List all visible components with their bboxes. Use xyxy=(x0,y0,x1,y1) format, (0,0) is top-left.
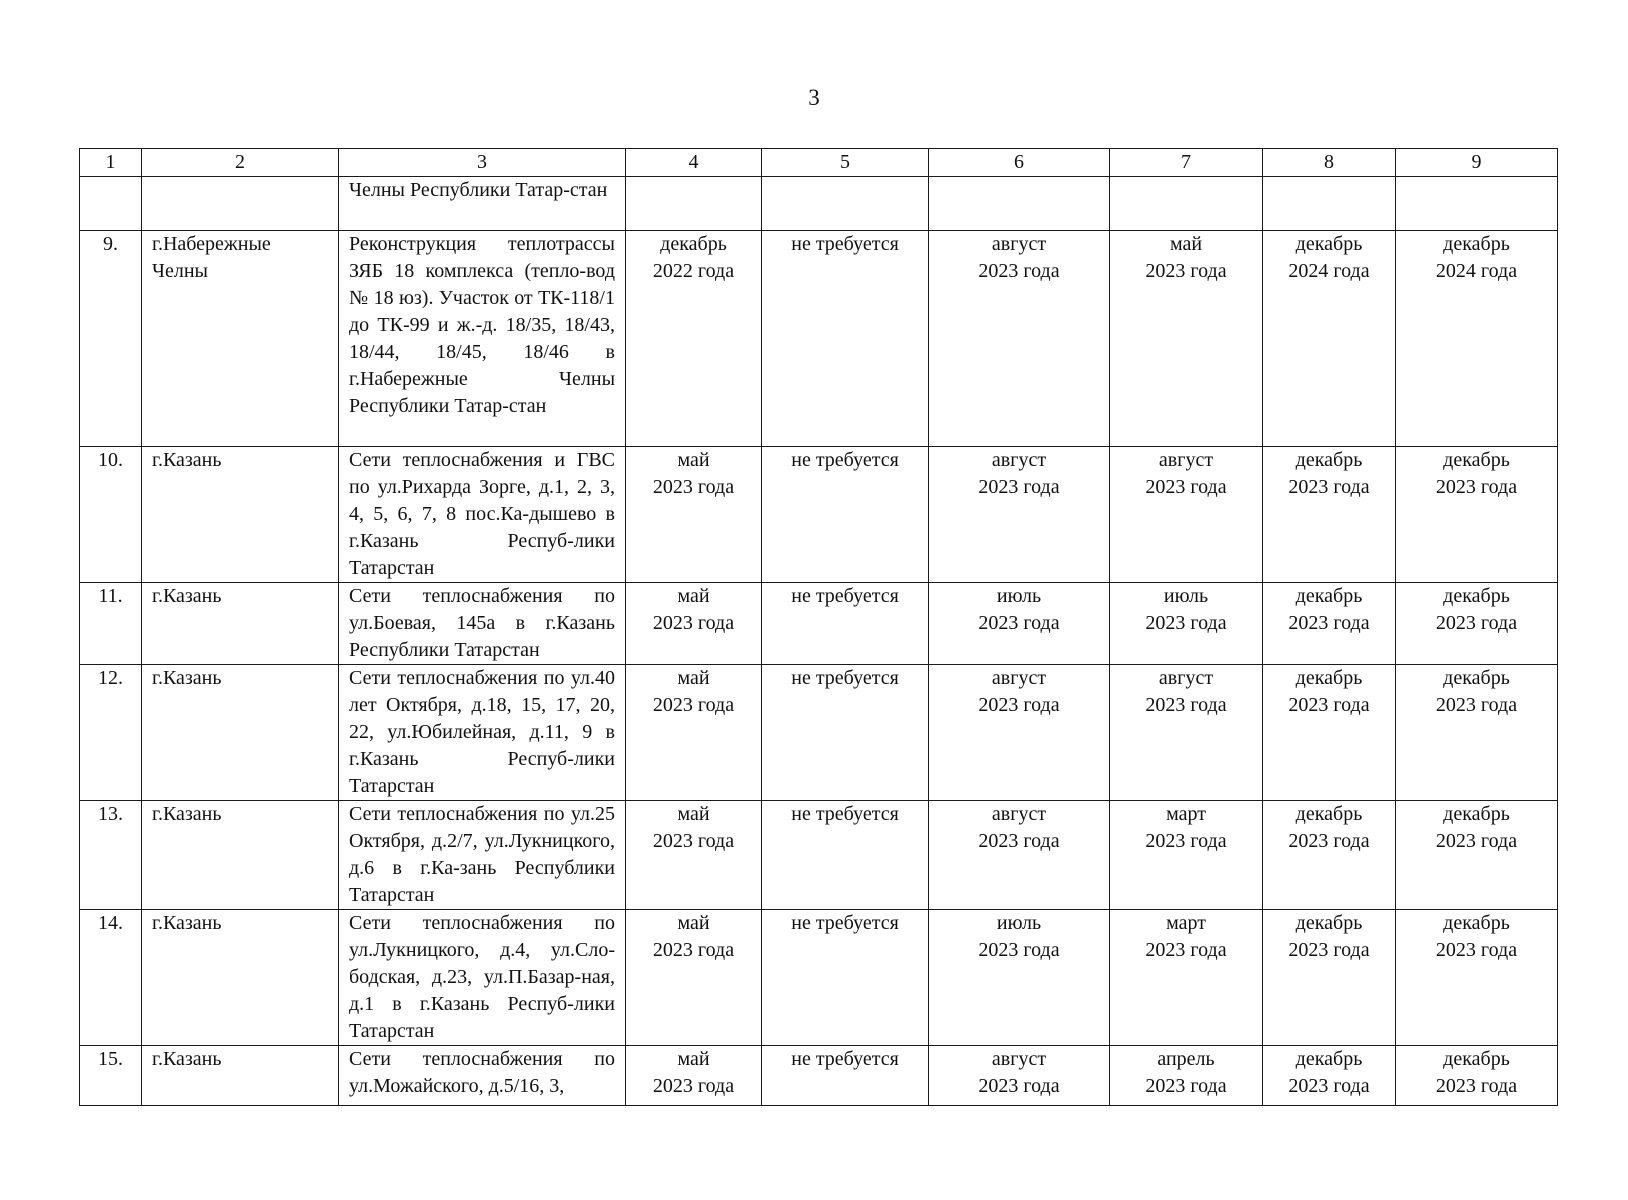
column-header: 2 xyxy=(142,149,339,177)
table-row xyxy=(80,583,1558,665)
row-date-8: декабрь 2023 года xyxy=(1263,665,1396,801)
row-date-6: август 2023 года xyxy=(929,447,1110,583)
row-design-date: май 2023 года xyxy=(626,447,762,583)
row-expertise: не требуется xyxy=(762,583,929,665)
row-date-8: декабрь 2023 года xyxy=(1263,1046,1396,1106)
row-date-6 xyxy=(929,177,1110,231)
row-object: Челны Республики Татар-стан xyxy=(339,177,626,231)
row-date-9: декабрь 2023 года xyxy=(1396,1046,1558,1106)
column-header: 6 xyxy=(929,149,1110,177)
row-city: г.Казань xyxy=(142,801,339,910)
column-header: 7 xyxy=(1110,149,1263,177)
row-date-7: март 2023 года xyxy=(1110,910,1263,1046)
row-date-6: август 2023 года xyxy=(929,1046,1110,1106)
row-expertise: не требуется xyxy=(762,447,929,583)
row-date-7: март 2023 года xyxy=(1110,801,1263,910)
row-object: Реконструкция теплотрассы ЗЯБ 18 комплекса (тепло-вод № 18 юз). Участок от ТК-118/1 до ТК-99 и ж.-д. 18/35, 18/43, 18/44, 18/45, 18/46 в г.Набережные Челны Республики Татар-стан xyxy=(339,231,626,447)
table-row xyxy=(80,1046,1558,1106)
row-number: 12. xyxy=(80,665,142,801)
row-date-6: август 2023 года xyxy=(929,665,1110,801)
row-date-8: декабрь 2024 года xyxy=(1263,231,1396,447)
row-design-date: май 2023 года xyxy=(626,665,762,801)
table-row xyxy=(80,665,1558,801)
row-design-date: май 2023 года xyxy=(626,910,762,1046)
row-object: Сети теплоснабжения по ул.Боевая, 145а в г.Казань Республики Татарстан xyxy=(339,583,626,665)
row-date-7: май 2023 года xyxy=(1110,231,1263,447)
row-date-9: декабрь 2023 года xyxy=(1396,910,1558,1046)
table-row xyxy=(80,447,1558,583)
table-row xyxy=(80,231,1558,447)
row-date-7: август 2023 года xyxy=(1110,665,1263,801)
row-number: 14. xyxy=(80,910,142,1046)
row-object: Сети теплоснабжения и ГВС по ул.Рихарда Зорге, д.1, 2, 3, 4, 5, 6, 7, 8 пос.Ка-дышево в г.Казань Респуб-лики Татарстан xyxy=(339,447,626,583)
row-expertise: не требуется xyxy=(762,910,929,1046)
row-number: 13. xyxy=(80,801,142,910)
row-date-6: июль 2023 года xyxy=(929,583,1110,665)
row-number: 9. xyxy=(80,231,142,447)
table-header-row xyxy=(80,149,1558,177)
row-design-date: декабрь 2022 года xyxy=(626,231,762,447)
row-city: г.Казань xyxy=(142,1046,339,1106)
row-date-7: июль 2023 года xyxy=(1110,583,1263,665)
column-header: 3 xyxy=(339,149,626,177)
table-row xyxy=(80,177,1558,231)
row-object: Сети теплоснабжения по ул.25 Октября, д.2/7, ул.Лукницкого, д.6 в г.Ка-зань Республики Татарстан xyxy=(339,801,626,910)
column-header: 5 xyxy=(762,149,929,177)
row-date-8: декабрь 2023 года xyxy=(1263,583,1396,665)
row-number: 10. xyxy=(80,447,142,583)
table-row xyxy=(80,910,1558,1046)
schedule-table xyxy=(79,148,1558,1106)
row-date-6: август 2023 года xyxy=(929,231,1110,447)
row-date-9: декабрь 2023 года xyxy=(1396,801,1558,910)
row-date-9 xyxy=(1396,177,1558,231)
row-city: г.Казань xyxy=(142,583,339,665)
row-expertise: не требуется xyxy=(762,801,929,910)
table-row xyxy=(80,801,1558,910)
row-date-7 xyxy=(1110,177,1263,231)
row-design-date: май 2023 года xyxy=(626,801,762,910)
row-city xyxy=(142,177,339,231)
row-date-9: декабрь 2023 года xyxy=(1396,447,1558,583)
row-city: г.Казань xyxy=(142,910,339,1046)
row-object: Сети теплоснабжения по ул.Лукницкого, д.4, ул.Сло-бодская, д.23, ул.П.Базар-ная, д.1 в г.Казань Респуб-лики Татарстан xyxy=(339,910,626,1046)
row-expertise: не требуется xyxy=(762,1046,929,1106)
row-date-9: декабрь 2023 года xyxy=(1396,665,1558,801)
row-design-date: май 2023 года xyxy=(626,583,762,665)
row-date-8: декабрь 2023 года xyxy=(1263,910,1396,1046)
column-header: 4 xyxy=(626,149,762,177)
row-date-7: апрель 2023 года xyxy=(1110,1046,1263,1106)
row-design-date: май 2023 года xyxy=(626,1046,762,1106)
column-header: 1 xyxy=(80,149,142,177)
row-expertise xyxy=(762,177,929,231)
row-city: г.Казань xyxy=(142,447,339,583)
row-date-9: декабрь 2024 года xyxy=(1396,231,1558,447)
page-number: 3 xyxy=(808,85,820,110)
row-date-8: декабрь 2023 года xyxy=(1263,447,1396,583)
row-date-8 xyxy=(1263,177,1396,231)
column-header: 8 xyxy=(1263,149,1396,177)
row-city: г.Набережные Челны xyxy=(142,231,339,447)
row-object: Сети теплоснабжения по ул.Можайского, д.5/16, 3, xyxy=(339,1046,626,1106)
row-date-8: декабрь 2023 года xyxy=(1263,801,1396,910)
row-design-date xyxy=(626,177,762,231)
row-number: 11. xyxy=(80,583,142,665)
row-object: Сети теплоснабжения по ул.40 лет Октября, д.18, 15, 17, 20, 22, ул.Юбилейная, д.11, 9 в г.Казань Респуб-лики Татарстан xyxy=(339,665,626,801)
row-date-7: август 2023 года xyxy=(1110,447,1263,583)
row-date-9: декабрь 2023 года xyxy=(1396,583,1558,665)
row-date-6: июль 2023 года xyxy=(929,910,1110,1046)
row-number: 15. xyxy=(80,1046,142,1106)
row-expertise: не требуется xyxy=(762,231,929,447)
row-city: г.Казань xyxy=(142,665,339,801)
column-header: 9 xyxy=(1396,149,1558,177)
row-number xyxy=(80,177,142,231)
row-expertise: не требуется xyxy=(762,665,929,801)
row-date-6: август 2023 года xyxy=(929,801,1110,910)
